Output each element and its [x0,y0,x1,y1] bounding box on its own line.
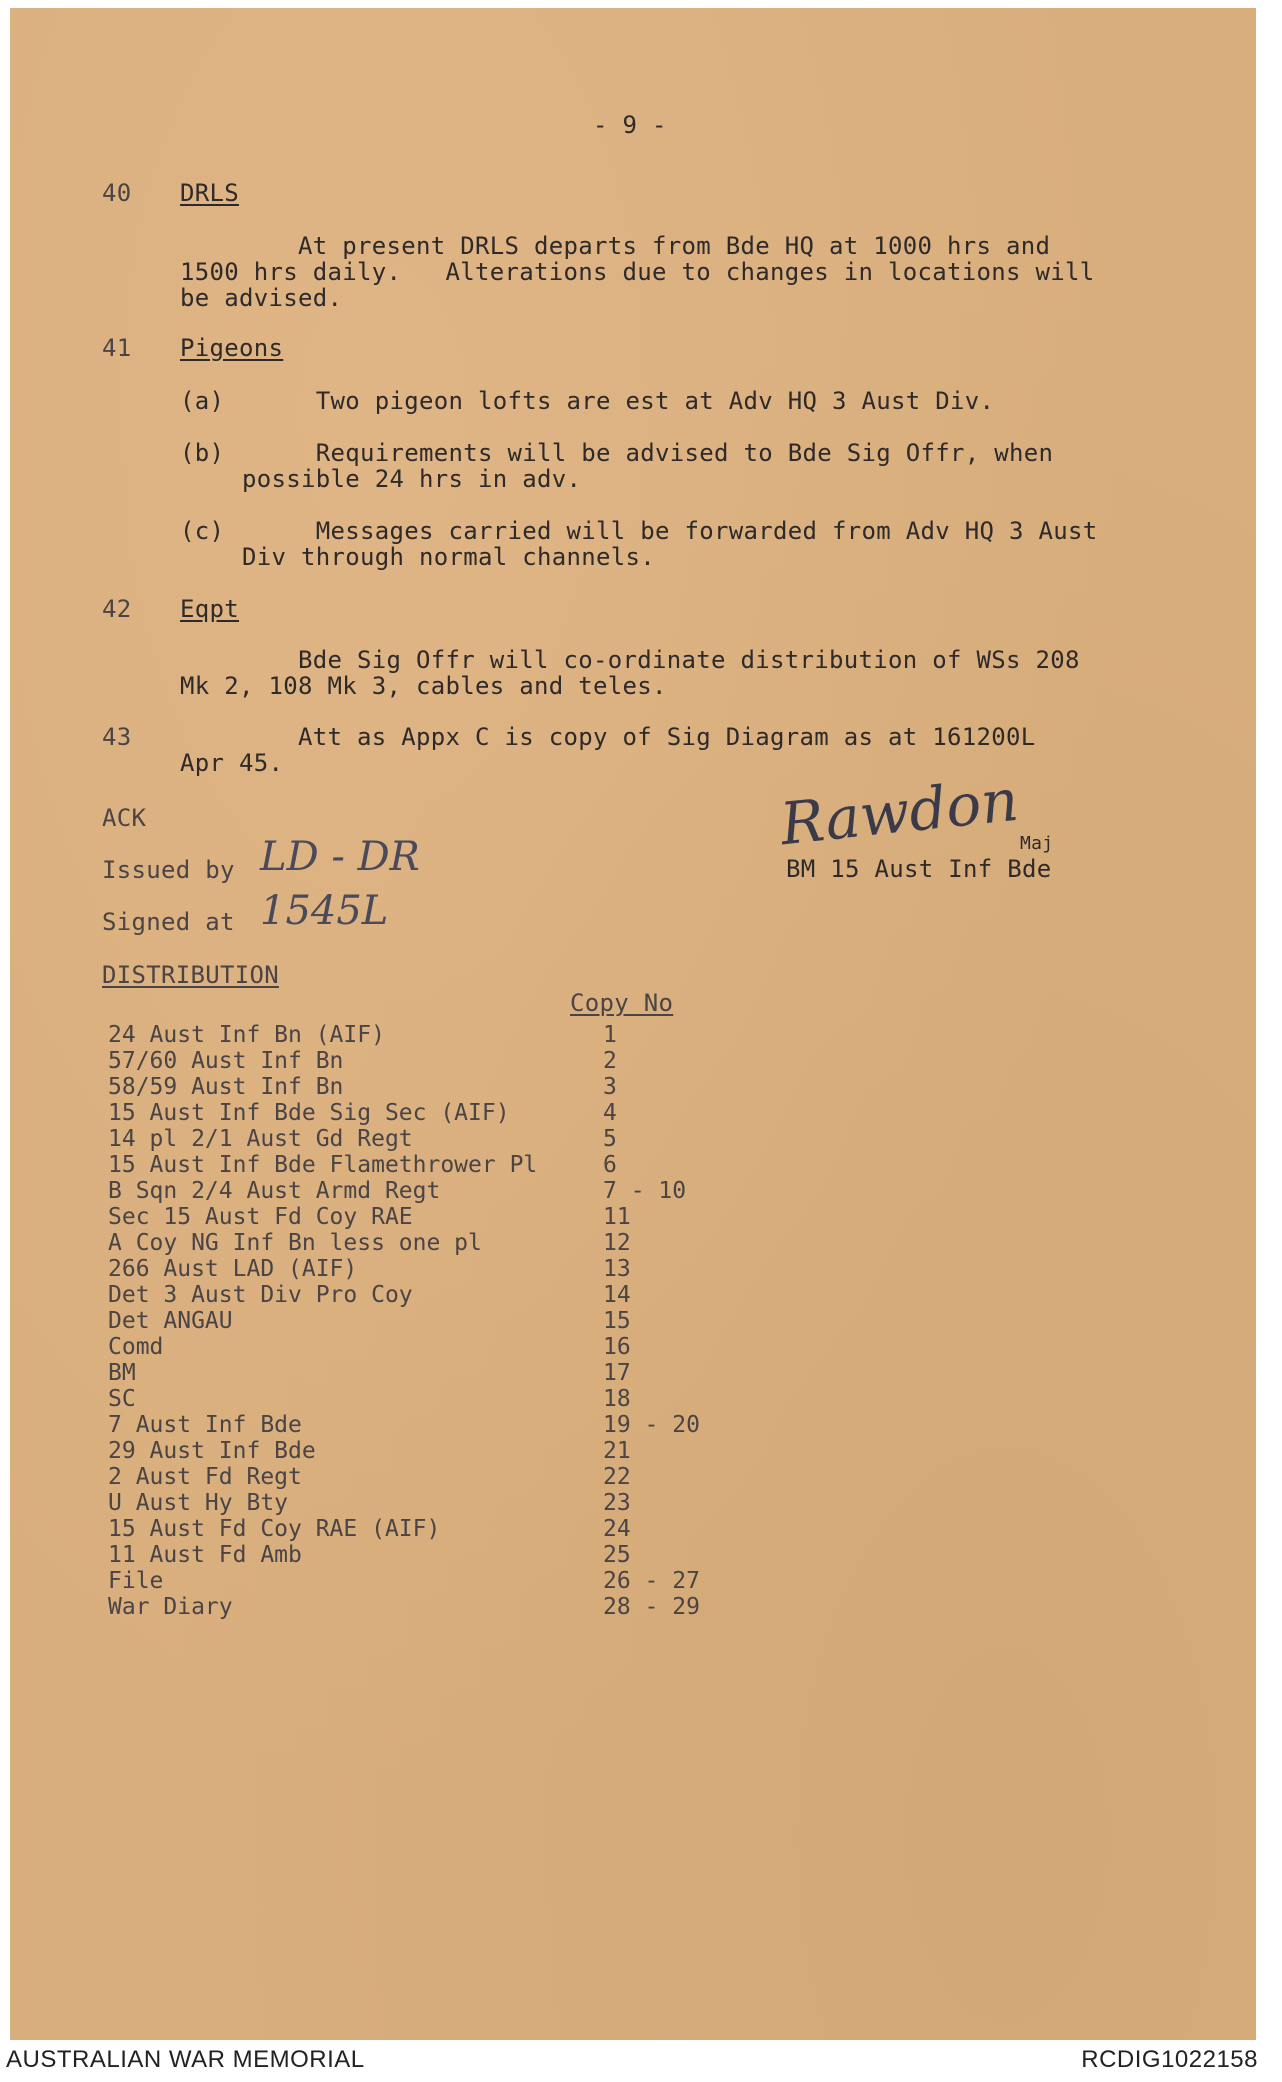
distribution-copy-number: 15 [603,1308,631,1334]
distribution-copy-number: 22 [603,1464,631,1490]
section-40-line-2: 1500 hrs daily. Alterations due to changes in locations will [180,258,1095,286]
distribution-copy-number: 5 [603,1126,617,1152]
distribution-row [108,1022,788,1048]
distribution-row [108,1386,788,1412]
section-41-item-c-line-1: Messages carried will be forwarded from Adv HQ 3 Aust [242,517,1098,545]
section-42-line-2: Mk 2, 108 Mk 3, cables and teles. [180,672,667,700]
signed-at-handwritten: 1545L [260,888,389,934]
distribution-copy-number: 18 [603,1386,631,1412]
distribution-row [108,1074,788,1100]
signature-title: BM 15 Aust Inf Bde [786,855,1052,883]
distribution-copy-number: 1 [603,1022,617,1048]
distribution-row [108,1542,788,1568]
distribution-row [108,1100,788,1126]
distribution-copy-number: 28 - 29 [603,1594,700,1620]
distribution-copy-number: 26 - 27 [603,1568,700,1594]
distribution-unit: File [108,1568,164,1594]
section-42-number: 42 [102,595,132,623]
distribution-unit: 58/59 Aust Inf Bn [108,1074,344,1100]
distribution-unit: SC [108,1386,136,1412]
distribution-copy-number: 13 [603,1256,631,1282]
section-43-number: 43 [102,723,132,751]
distribution-unit: 57/60 Aust Inf Bn [108,1048,344,1074]
ack-label: ACK [102,804,147,832]
section-42-title: Eqpt [180,595,239,623]
distribution-unit: 15 Aust Inf Bde Flamethrower Pl [108,1152,538,1178]
distribution-unit: 7 Aust Inf Bde [108,1412,302,1438]
signature: Rawdon [777,765,1022,859]
distribution-title: DISTRIBUTION [102,961,279,989]
section-41-item-b-label: (b) [180,439,225,467]
section-41-item-c-label: (c) [180,517,225,545]
section-40-line-1: At present DRLS departs from Bde HQ at 1000 hrs and [180,232,1051,260]
section-42-line-1: Bde Sig Offr will co-ordinate distribution of WSs 208 [180,646,1080,674]
distribution-copy-number: 12 [603,1230,631,1256]
distribution-row [108,1438,788,1464]
distribution-row [108,1230,788,1256]
distribution-row [108,1464,788,1490]
section-41-item-a-label: (a) [180,387,225,415]
distribution-copy-number: 11 [603,1204,631,1230]
distribution-row [108,1282,788,1308]
signed-at-label: Signed at [102,908,235,936]
distribution-unit: 29 Aust Inf Bde [108,1438,316,1464]
distribution-copy-number: 14 [603,1282,631,1308]
section-41-number: 41 [102,334,132,362]
distribution-unit: Det ANGAU [108,1308,233,1334]
distribution-row [108,1568,788,1594]
distribution-unit: B Sqn 2/4 Aust Armd Regt [108,1178,441,1204]
distribution-row [108,1152,788,1178]
page-number: - 9 - [593,111,667,139]
copy-no-header: Copy No [570,989,674,1017]
section-41-item-b-line-1: Requirements will be advised to Bde Sig Offr, when [242,439,1054,467]
distribution-unit: BM [108,1360,136,1386]
distribution-unit: 24 Aust Inf Bn (AIF) [108,1022,385,1048]
section-41-title: Pigeons [180,334,284,362]
distribution-row [108,1360,788,1386]
section-41-item-a-line-1: Two pigeon lofts are est at Adv HQ 3 Aust Div. [242,387,995,415]
distribution-row [108,1516,788,1542]
section-41-item-b-line-2: possible 24 hrs in adv. [242,465,582,493]
distribution-row [108,1308,788,1334]
distribution-copy-number: 16 [603,1334,631,1360]
document-page [10,8,1256,2040]
footer-source: AUSTRALIAN WAR MEMORIAL [6,2046,365,2073]
distribution-unit: 15 Aust Fd Coy RAE (AIF) [108,1516,441,1542]
distribution-row [108,1204,788,1230]
distribution-row [108,1594,788,1620]
distribution-unit: 11 Aust Fd Amb [108,1542,302,1568]
distribution-row [108,1412,788,1438]
distribution-unit: 2 Aust Fd Regt [108,1464,302,1490]
signature-rank: Maj [1020,833,1054,854]
section-40-number: 40 [102,179,132,207]
distribution-unit: Sec 15 Aust Fd Coy RAE [108,1204,413,1230]
distribution-copy-number: 19 - 20 [603,1412,700,1438]
distribution-copy-number: 24 [603,1516,631,1542]
distribution-row [108,1334,788,1360]
section-40-line-3: be advised. [180,284,343,312]
distribution-unit: War Diary [108,1594,233,1620]
distribution-copy-number: 2 [603,1048,617,1074]
distribution-unit: 266 Aust LAD (AIF) [108,1256,358,1282]
distribution-copy-number: 23 [603,1490,631,1516]
distribution-unit: Det 3 Aust Div Pro Coy [108,1282,413,1308]
distribution-copy-number: 3 [603,1074,617,1100]
issued-by-label: Issued by [102,856,235,884]
distribution-unit: 14 pl 2/1 Aust Gd Regt [108,1126,413,1152]
distribution-row [108,1178,788,1204]
distribution-unit: 15 Aust Inf Bde Sig Sec (AIF) [108,1100,510,1126]
issued-by-handwritten: LD - DR [260,834,420,880]
footer-id: RCDIG1022158 [1081,2046,1258,2073]
distribution-copy-number: 4 [603,1100,617,1126]
distribution-unit: A Coy NG Inf Bn less one pl [108,1230,482,1256]
distribution-copy-number: 21 [603,1438,631,1464]
distribution-copy-number: 17 [603,1360,631,1386]
section-43-line-1: Att as Appx C is copy of Sig Diagram as at 161200L [180,723,1036,751]
distribution-row [108,1490,788,1516]
section-43-line-2: Apr 45. [180,749,284,777]
distribution-row [108,1126,788,1152]
section-40-title: DRLS [180,179,239,207]
distribution-copy-number: 7 - 10 [603,1178,687,1204]
distribution-unit: Comd [108,1334,164,1360]
section-41-item-c-line-2: Div through normal channels. [242,543,655,571]
distribution-row [108,1256,788,1282]
distribution-copy-number: 25 [603,1542,631,1568]
distribution-row [108,1048,788,1074]
distribution-copy-number: 6 [603,1152,617,1178]
distribution-unit: U Aust Hy Bty [108,1490,289,1516]
